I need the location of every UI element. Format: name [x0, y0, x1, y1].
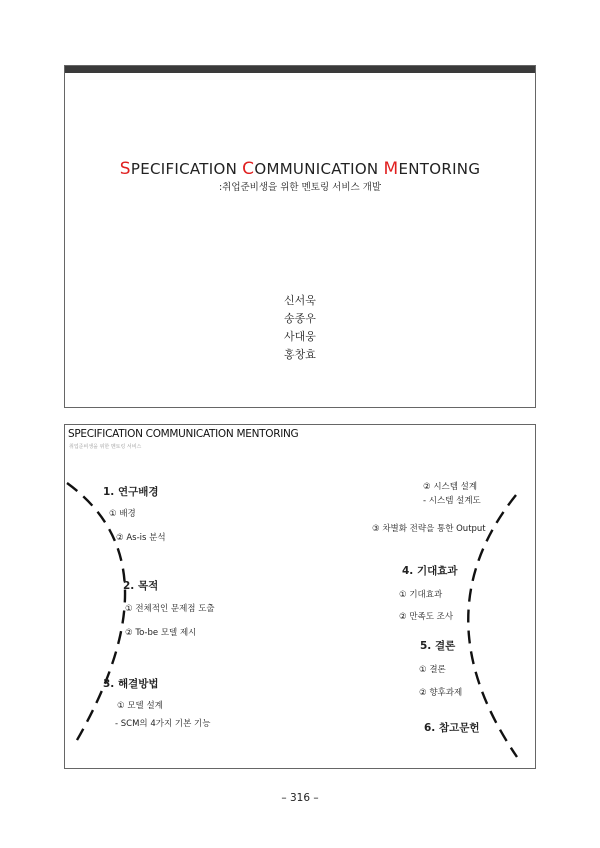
section-2b-item-3: ③ 차별화 전략을 통한 Output — [372, 524, 486, 534]
section-1-item-2: ② As-is 분석 — [116, 533, 166, 543]
author-list — [65, 292, 535, 364]
section-5-item-2: ② 향후과제 — [419, 688, 463, 698]
outline-header-title: SPECIFICATION COMMUNICATION MENTORING — [68, 428, 299, 440]
main-title — [65, 159, 535, 179]
page-number: – 316 – — [281, 792, 319, 804]
section-2-item-1: ① 전체적인 문제점 도출 — [125, 604, 215, 614]
title-rest-m: ENTORING — [398, 160, 481, 178]
section-5-heading: 5. 결론 — [420, 640, 456, 652]
section-4-heading: 4. 기대효과 — [402, 565, 458, 577]
title-rest-s: PECIFICATION — [130, 160, 243, 178]
outline-header-subtitle: 취업준비생을 위한 멘토링 서비스 — [69, 444, 142, 450]
section-2-item-2: ② To-be 모델 제시 — [125, 628, 197, 638]
author-name: 송종우 — [284, 312, 316, 325]
section-4-item-2: ② 만족도 조사 — [399, 612, 454, 622]
section-4-item-1: ① 기대효과 — [399, 590, 443, 600]
title-rest-c: OMMUNICATION — [254, 160, 384, 178]
section-2b-item-1: ② 시스템 설계 — [423, 482, 478, 492]
section-3-item-1: ① 모델 설계 — [117, 701, 163, 711]
title-slide — [64, 65, 536, 408]
section-1-heading: 1. 연구배경 — [103, 486, 159, 498]
subtitle: :취업준비생을 위한 멘토링 서비스 개발 — [218, 182, 382, 193]
section-2b-item-2: - 시스템 설계도 — [423, 496, 481, 506]
section-3-heading: 3. 해결방법 — [103, 678, 159, 690]
section-5-item-1: ① 결론 — [419, 665, 446, 675]
title-cap-s: S — [119, 159, 131, 179]
section-2-heading: 2. 목적 — [123, 580, 159, 592]
title-slide-top-bar — [65, 66, 535, 73]
author-name: 신서욱 — [284, 294, 316, 307]
author-name: 홍창효 — [284, 348, 316, 361]
section-1-item-1: ① 배경 — [109, 509, 136, 519]
title-cap-m: M — [383, 159, 399, 179]
outline-slide — [64, 424, 536, 769]
author-name: 사대웅 — [284, 330, 316, 343]
title-cap-c: C — [242, 159, 255, 179]
section-3-item-2: - SCM의 4가지 기본 기능 — [115, 719, 211, 729]
right-dashed-arc — [468, 495, 517, 757]
section-6-heading: 6. 참고문헌 — [424, 722, 480, 734]
